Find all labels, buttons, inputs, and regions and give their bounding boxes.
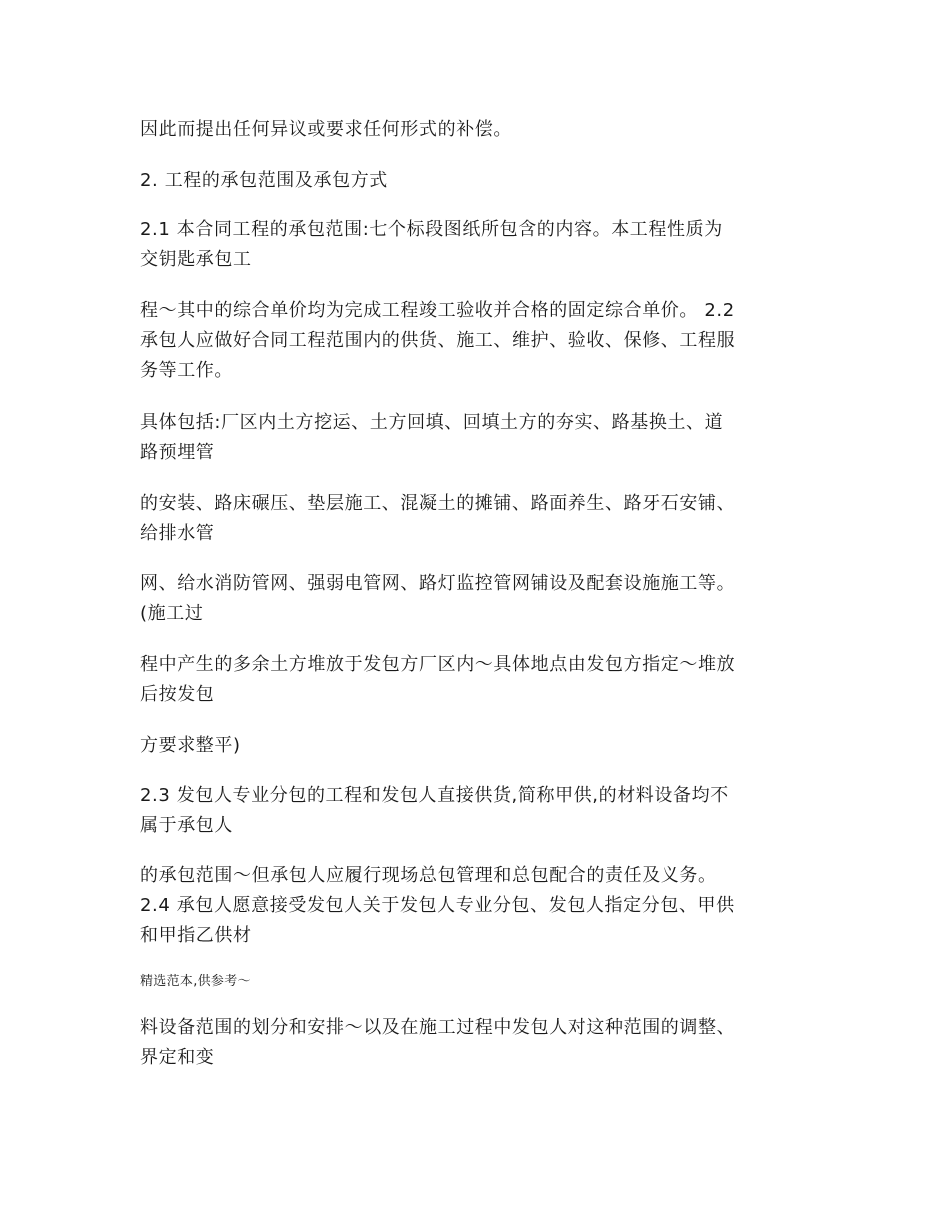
paragraph-2-4 bbox=[140, 861, 820, 951]
paragraph-line: 属于承包人 bbox=[140, 815, 233, 836]
paragraph-leveling bbox=[140, 731, 820, 761]
paragraph-line: (施工过 bbox=[140, 603, 204, 624]
paragraph-line: 因此而提出任何异议或要求任何形式的补偿。 bbox=[140, 119, 512, 140]
paragraph-line: 网、给水消防管网、强弱电管网、路灯监控管网铺设及配套设施施工等。 bbox=[140, 573, 736, 594]
paragraph-2-1 bbox=[140, 215, 820, 275]
paragraph-line: 2.1 本合同工程的承包范围:七个标段图纸所包含的内容。本工程性质为 bbox=[140, 219, 723, 240]
paragraph-material-scope bbox=[140, 1013, 820, 1073]
paragraph-line: 路预埋管 bbox=[140, 442, 215, 463]
paragraph-line: 交钥匙承包工 bbox=[140, 249, 252, 270]
footer-note: 精选范本,供参考～ bbox=[140, 974, 251, 989]
paragraph-installation bbox=[140, 489, 820, 549]
paragraph-line: 2.4 承包人愿意接受发包人关于发包人专业分包、发包人指定分包、甲供 bbox=[140, 895, 735, 916]
paragraph-line: 承包人应做好合同工程范围内的供货、施工、维护、验收、保修、工程服 bbox=[140, 330, 736, 351]
paragraph-line: 和甲指乙供材 bbox=[140, 925, 252, 946]
paragraph-line: 的安装、路床碾压、垫层施工、混凝土的摊铺、路面养生、路牙石安铺、 bbox=[140, 493, 736, 514]
paragraph-line: 程中产生的多余土方堆放于发包方厂区内～具体地点由发包方指定～堆放 bbox=[140, 654, 736, 675]
paragraph-scope-details bbox=[140, 408, 820, 468]
paragraph-line: 具体包括:厂区内土方挖运、土方回填、回填土方的夯实、路基换土、道 bbox=[140, 412, 724, 433]
paragraph-earthwork bbox=[140, 650, 820, 710]
paragraph-line: 2.3 发包人专业分包的工程和发包人直接供货,简称甲供,的材料设备均不 bbox=[140, 785, 729, 806]
paragraph-line: 给排水管 bbox=[140, 523, 215, 544]
paragraph-line: 的承包范围～但承包人应履行现场总包管理和总包配合的责任及义务。 bbox=[140, 865, 717, 886]
section-heading-2 bbox=[140, 166, 820, 196]
paragraph-line: 务等工作。 bbox=[140, 360, 233, 381]
paragraph-line: 后按发包 bbox=[140, 684, 215, 705]
paragraph-2-2 bbox=[140, 296, 820, 386]
paragraph-2-3 bbox=[140, 781, 820, 841]
paragraph-line: 界定和变 bbox=[140, 1047, 215, 1068]
paragraph-line: 方要求整平) bbox=[140, 735, 241, 756]
paragraph-line: 程～其中的综合单价均为完成工程竣工验收并合格的固定综合单价。 2.2 bbox=[140, 300, 735, 321]
paragraph-line: 2. 工程的承包范围及承包方式 bbox=[140, 170, 388, 191]
paragraph-1 bbox=[140, 115, 820, 145]
paragraph-line: 料设备范围的划分和安排～以及在施工过程中发包人对这种范围的调整、 bbox=[140, 1017, 736, 1038]
paragraph-pipe-network bbox=[140, 569, 820, 629]
